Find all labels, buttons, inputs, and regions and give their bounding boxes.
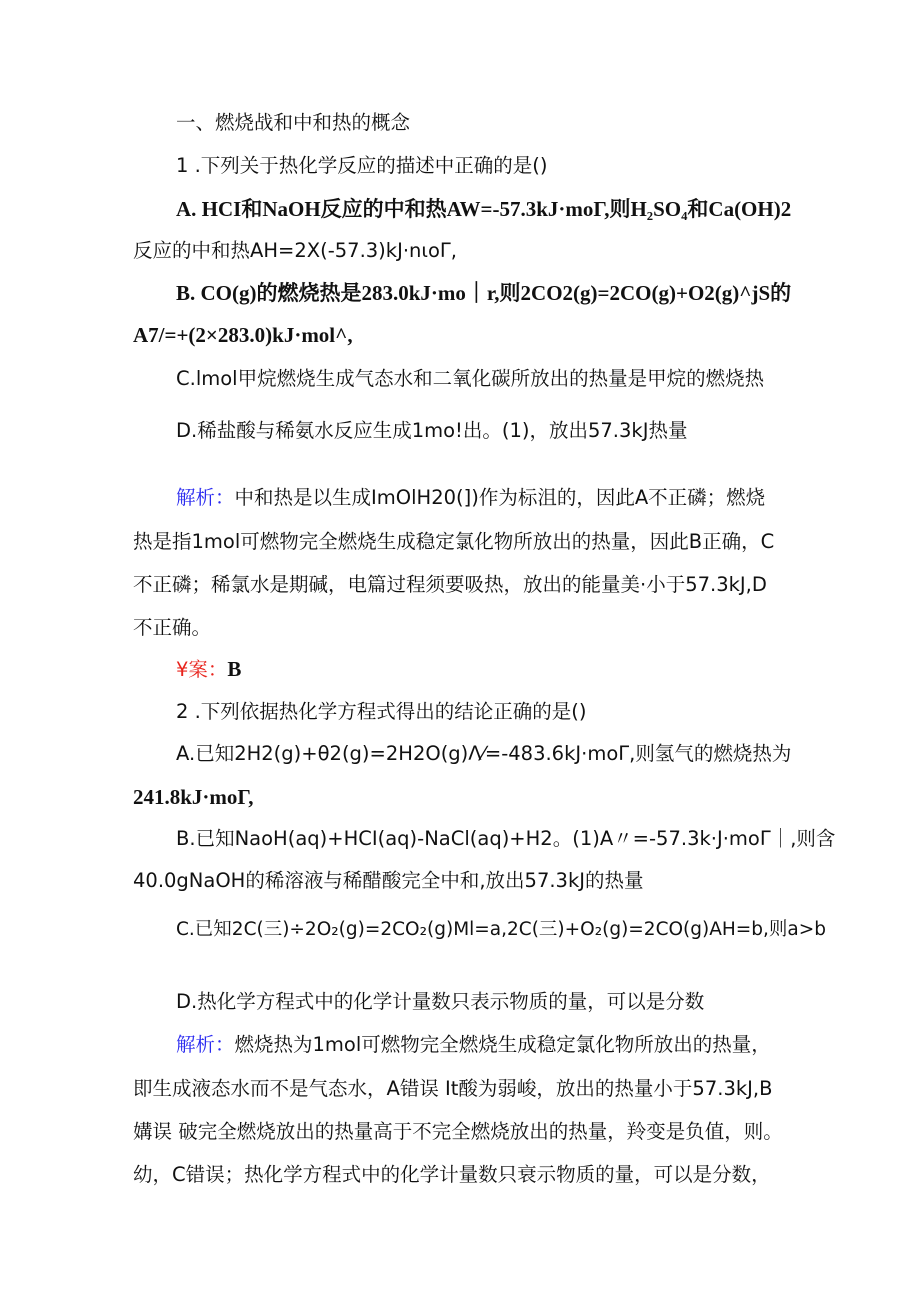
q1-option-b-line1: B. CO(g)的燃烧热是283.0kJ·mo｜r,则2CO2(g)=2CO(g)+O2(g)^jS的 [176,281,792,305]
analysis-line: 燃烧热为1mol可燃物完全燃烧生成稳定氯化物所放出的热量， [234,1033,771,1056]
analysis-line: 媾误 破完全燃烧放出的热量高于不完全燃烧放出的热量，羚变是负值，则。 [133,1120,783,1143]
question-2-stem: 2 .下列依据热化学方程式得出的结论正确的是() [176,700,587,723]
q2-option-a-line2: 241.8kJ·moΓ, [133,785,254,809]
q1-option-a-line1: A. HCI和NaOH反应的中和热AW=-57.3kJ·moΓ,则H₂SO₄和Ca(OH)2 [176,197,792,221]
q1-analysis [176,485,765,511]
q2-option-d: D.热化学方程式中的化学计量数只表示物质的量，可以是分数 [176,990,705,1013]
analysis-line: 即生成液态水而不是气态水，A错误 It酸为弱峻，放出的热量小于57.3kJ,B [133,1077,773,1100]
question-1-stem: 1 .下列关于热化学反应的描述中正确的是() [176,154,548,177]
q1-option-a-cont [133,238,457,264]
section-heading: 一、燃烧战和中和热的概念 [176,111,411,134]
q1-option-a [176,196,791,223]
q1-option-b-line2: A7/=+(2×283.0)kJ·mol^, [133,323,353,347]
analysis-line: 不正确。 [133,616,212,639]
q2-analysis [176,1032,771,1058]
q1-option-c: C.lmol甲烷燃烧生成气态水和二氧化碳所放出的热量是甲烷的燃烧热 [176,367,765,390]
q1-option-b [176,280,791,307]
analysis-line: 不正磷；稀氯水是期碱，电篇过程须要吸热，放出的能量美·小于57.3kJ,D [133,573,767,596]
q2-option-b-line2: 40.0gNaOH的稀溶液与稀醋酸完全中和,放出57.3kJ的热量 [133,869,644,892]
analysis-line: 热是指1mol可燃物完全燃烧生成稳定氯化物所放出的热量，因此B正确，C [133,530,775,553]
q2-option-b: B.已知NaoH(aq)+HCI(aq)-NaCl(aq)+H2。(1)A〃=-57.3k·J·moΓ｜,则含 [176,827,836,850]
analysis-line: 幼，C错误；热化学方程式中的化学计量数只衰示物质的量，可以是分数， [133,1163,771,1186]
q1-option-a-line2: 反应的中和热AH=2X(-57.3)kJ·nιoΓ, [133,239,457,262]
q1-option-d: D.稀盐酸与稀氨水反应生成1mo!出。(1)，放出57.3kJ热量 [176,419,688,442]
analysis-label: 解析： [176,486,235,509]
q2-option-c: C.已知2C(三)÷2O₂(g)=2CO₂(g)Ml=a,2C(三)+O₂(g)=2CO(g)AH=b,则a>b [176,919,826,940]
q1-answer [176,656,241,683]
q2-option-a: A.已知2H2(g)+θ2(g)=2H2O(g)Λ⁄=-483.6kJ·moΓ,则氢气的燃烧热为 [176,742,792,765]
analysis-label: 解析： [176,1033,235,1056]
answer-value: B [227,657,242,681]
answer-label: ¥案： [176,658,228,681]
analysis-line: 中和热是以生成ImOlH20(])作为标沮的，因此A不正磷；燃烧 [234,486,766,509]
